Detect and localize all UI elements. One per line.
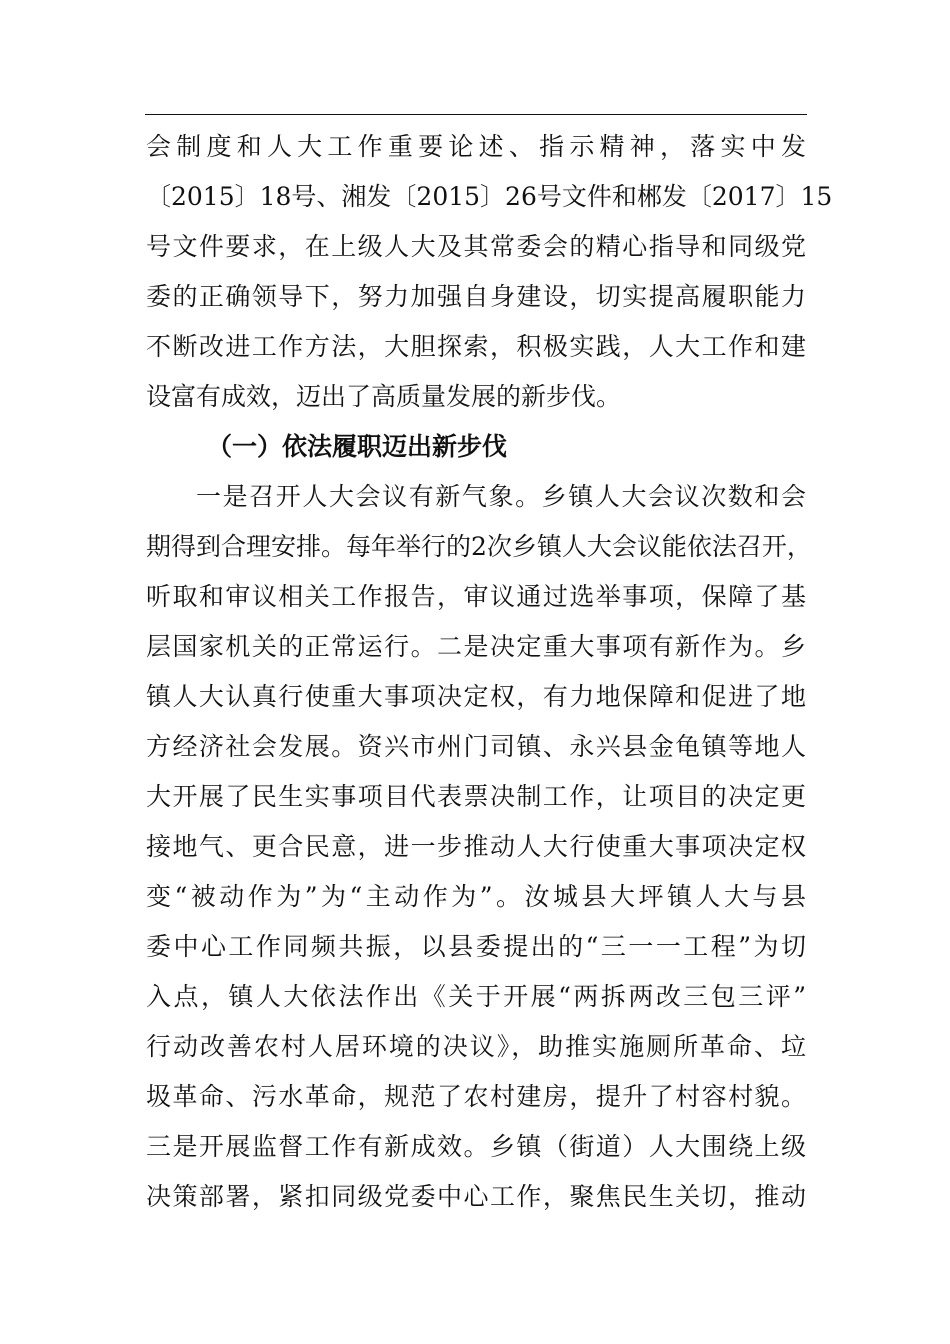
section-heading: （一）依法履职迈出新步伐 [207,432,508,461]
body-text-line: 期得到合理安排。每年举行的2次乡镇人大会议能依法召开， [146,532,812,561]
body-text-line: 变“被动作为”为“主动作为”。汝城县大坪镇人大与县 [146,882,806,911]
body-text-line: 不断改进工作方法，大胆探索，积极实践，人大工作和建 [146,332,806,361]
body-text-line: 接地气、更合民意，进一步推动人大行使重大事项决定权 [146,832,806,861]
body-text-line: 方经济社会发展。资兴市州门司镇、永兴县金龟镇等地人 [146,732,806,761]
header-rule [145,114,807,115]
body-text-line: 委中心工作同频共振，以县委提出的“三一一工程”为切 [146,932,806,961]
body-text-line: 三是开展监督工作有新成效。乡镇（街道）人大围绕上级 [146,1132,806,1161]
body-text-line: 会制度和人大工作重要论述、指示精神，落实中发 [146,132,806,161]
body-text-line: 委的正确领导下，努力加强自身建设，切实提高履职能力 [146,282,806,311]
body-text-line: 入点，镇人大依法作出《关于开展“两拆两改三包三评” [146,982,806,1011]
body-text-line: 听取和审议相关工作报告，审议通过选举事项，保障了基 [146,582,806,611]
body-text-line: 一是召开人大会议有新气象。乡镇人大会议次数和会 [196,482,806,511]
body-text-line: 号文件要求，在上级人大及其常委会的精心指导和同级党 [146,232,806,261]
body-text-line: 〔2015〕18号、湘发〔2015〕26号文件和郴发〔2017〕15 [146,182,833,211]
body-text-line: 镇人大认真行使重大事项决定权，有力地保障和促进了地 [146,682,806,711]
body-text-line: 设富有成效，迈出了高质量发展的新步伐。 [146,382,622,411]
body-text-line: 决策部署，紧扣同级党委中心工作，聚焦民生关切，推动 [146,1182,806,1211]
body-text-line: 层国家机关的正常运行。二是决定重大事项有新作为。乡 [146,632,806,661]
body-text-line: 大开展了民生实事项目代表票决制工作，让项目的决定更 [146,782,806,811]
body-text-line: 圾革命、污水革命，规范了农村建房，提升了村容村貌。 [146,1082,806,1111]
body-text-line: 行动改善农村人居环境的决议》，助推实施厕所革命、垃 [146,1032,806,1061]
